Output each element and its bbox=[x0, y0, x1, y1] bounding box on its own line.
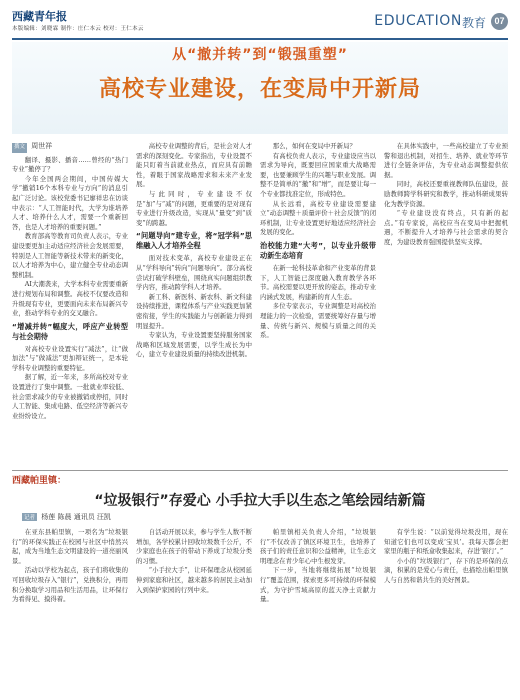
byline-author: 周世祥 bbox=[31, 142, 53, 150]
article1-paragraph: 对高校专业设置实行“减法”，让“做加法”与“做减法”更加辩证统一，是本轮学科专业调整的重要特征。 bbox=[12, 344, 128, 372]
article2-column-1 bbox=[12, 528, 128, 694]
article2-paragraph: 活动以学校为起点，孩子们将收集的可回收垃圾存入“银行”，兑换积分，再用积分换取学习用品和生活用品，让环保行为看得见、摸得着。 bbox=[12, 566, 128, 604]
article1-paragraph: 与此同时，专业建设不仅是“加”与“减”的问题，更重要的是对现有专业进行升级改造，实现从“量变”到“质变”的跨越。 bbox=[136, 189, 252, 227]
article1-paragraph: AI大潮袭来，大学本科专业需要重新进行规划布局和调整。高校不仅要改造和升级现有专业，更要面向未来布局新兴专业，推动学科专业的交叉融合。 bbox=[12, 280, 128, 318]
article2-paragraph: “小手拉大手”，让环保理念从校园延伸到家庭和社区，越来越多的居民主动加入到保护家园的行列中来。 bbox=[136, 566, 252, 594]
section-label-english: EDUCATION bbox=[374, 13, 462, 29]
article1-paragraph: “专业建设没有终点，只有新的起点。”有专家说，高校应当在变局中把握机遇，不断提升人才培养与社会需求的契合度，为建设教育强国提供坚实支撑。 bbox=[384, 209, 508, 246]
hero-subtitle: 从“撤并转”到“锻强重塑” bbox=[172, 47, 348, 63]
article1-paragraph: 翻译、摄影、播音……曾经的“热门专业”撤停了？ bbox=[12, 155, 128, 174]
article1-byline bbox=[12, 142, 128, 153]
article1-paragraph: 有高校负责人表示，专业建设应当以需求为导向，既要回应国家重大战略需要，也要兼顾学生的兴趣与职业发展。调整不是简单的“撤”和“增”，而是要让每一个专业都找准定位，形成特色。 bbox=[260, 151, 376, 198]
header-rule bbox=[12, 38, 508, 40]
article1-paragraph: 新工科、新医科、新农科、新文科建设持续推进，课程体系与产业实践更加紧密衔接，学生的实践能力与创新能力得到明显提升。 bbox=[136, 292, 252, 330]
article2-column-3 bbox=[260, 528, 376, 694]
article2-paragraph: 小小的“垃圾银行”，存下的是环保的点滴，积累的是爱心与责任，也描绘出帕里镇人与自然和谐共生的美好图景。 bbox=[384, 556, 508, 584]
article1-column-4 bbox=[384, 142, 508, 467]
article1-paragraph: 教育部高等教育司负责人表示，专业建设要更加主动适应经济社会发展需要，特别是人工智能等新技术带来的新变化，以人才培养为中心，建立健全专业动态调整机制。 bbox=[12, 232, 128, 279]
article1-paragraph: 同时，高校还要重视教师队伍建设，鼓励教师跨学科研究和教学，推动科研成果转化为教学资源。 bbox=[384, 180, 508, 208]
article1-subhead-2: “问题导向”建专业，将“冠学科”思维融入人才培养全程 bbox=[136, 231, 252, 251]
second-article-kicker: 西藏帕里镇： bbox=[12, 476, 67, 486]
article1-paragraph: 多位专家表示，专业调整是对高校治理能力的一次检验，需要统筹好存量与增量、传统与新兴、规模与质量之间的关系。 bbox=[260, 302, 376, 340]
hero-banner bbox=[12, 42, 508, 134]
article2-paragraph: 有学生说：“以前觉得垃圾没用，现在知道它们也可以变成‘宝贝’。我每天都会把家里的瓶子和纸盒收集起来，存进‘银行’。” bbox=[384, 528, 508, 556]
article1-subhead-1: “增减并转”幅度大，呼应产业转型与社会期待 bbox=[12, 321, 128, 341]
article2-paragraph: 帕里镇相关负责人介绍，“垃圾银行”不仅改善了镇区环境卫生，也培养了孩子们的责任意识和公益精神，让生态文明理念在青少年心中生根发芽。 bbox=[260, 528, 376, 565]
article1-column-3 bbox=[260, 142, 376, 467]
article1-column-2 bbox=[136, 142, 252, 467]
article1-paragraph: 专家认为，专业设置要坚持服务国家战略和区域发展需要，以学生成长为中心，建立专业建设质量的持续改进机制。 bbox=[136, 331, 252, 359]
article1-subhead-3: 治校能力建“大考”，以专业升级带动新生态培育 bbox=[260, 240, 376, 260]
article1-paragraph: 高校专业调整的背后，是社会对人才需求的深刻变化。专家指出，专业设置不能只盯着当前就业热点，而应具有前瞻性，着眼于国家战略需求和未来产业发展。 bbox=[136, 142, 252, 189]
second-article-byline bbox=[22, 512, 111, 522]
byline-label: 撰文 bbox=[12, 143, 27, 153]
second-article-title: “垃圾银行”存爱心 小手拉大手以生态之笔绘园结新篇 bbox=[94, 493, 426, 509]
byline-author: 杨莲 陈晨 通讯员 汪凯 bbox=[41, 513, 111, 521]
article2-paragraph: 自活动开展以来，参与学生人数不断增加，各学校累计回收垃圾数千公斤，不少家庭也在孩子的带动下养成了垃圾分类的习惯。 bbox=[136, 528, 252, 565]
article2-column-2 bbox=[136, 528, 252, 694]
masthead bbox=[12, 6, 508, 36]
article1-paragraph: 在新一轮科技革命和产业变革的背景下，人工智能已深度融入教育教学各环节。高校需要以更开放的姿态，推动专业内涵式发展，构建新的育人生态。 bbox=[260, 263, 376, 301]
section-divider bbox=[12, 470, 508, 471]
article1-paragraph: 从长远看，高校专业建设需要建立“动态调整＋质量评价＋社会反馈”的闭环机制，让专业设置更好地适应经济社会发展的变化。 bbox=[260, 199, 376, 237]
editor-info: 本版编辑：刘晓霖 制作：庄仁本云 校对：王仁本云 bbox=[12, 26, 144, 32]
article2-column-4 bbox=[384, 528, 508, 694]
paper-logo: 西藏青年报 bbox=[12, 10, 67, 23]
article2-paragraph: 在亚东县帕里镇，一项名为“垃圾银行”的环保实践正在校园与社区中悄然兴起，成为当地生态文明建设的一道亮丽风景。 bbox=[12, 528, 128, 565]
article1-paragraph: 据了解，近一年来，多所高校对专业设置进行了集中调整。一批就业率较低、社会需求减少的专业被撤销或停招，同时人工智能、集成电路、低空经济等新兴专业纷纷设立。 bbox=[12, 373, 128, 420]
section-label-chinese: 教育 bbox=[461, 16, 486, 30]
hero-title: 高校专业建设，在变局中开新局 bbox=[98, 77, 421, 102]
page-number-badge: 07 bbox=[491, 13, 508, 30]
article1-paragraph: 那么，如何在变局中开新局？ bbox=[272, 142, 356, 150]
article1-paragraph: 今年全国两会期间，中国传媒大学“撤销16个本科专业与方向”的消息引起广泛讨论。该校党委书记廖祥忠在访谈中表示：“人工智能时代，大学为谁培养人才、培养什么人才，需要一个重新回答，也是人才培养的重要问题。” bbox=[12, 174, 128, 231]
article1-paragraph: 在具体实践中，一些高校建立了专业预警和退出机制，对招生、培养、就业等环节进行全链条评估，为专业动态调整提供依据。 bbox=[384, 142, 508, 179]
byline-label: 记者 bbox=[24, 515, 36, 521]
article1-paragraph: 面对技术变革，高校专业建设正在从“学科导向”转向“问题导向”。部分高校尝试打破学科壁垒，围绕真实问题组织教学内容，推动跨学科人才培养。 bbox=[136, 254, 252, 292]
article1-column-1 bbox=[12, 142, 128, 467]
article2-paragraph: 下一步，当地将继续拓展“垃圾银行”覆盖范围，探索更多可持续的环保模式，为守护雪域高原的蓝天净土贡献力量。 bbox=[260, 566, 376, 604]
